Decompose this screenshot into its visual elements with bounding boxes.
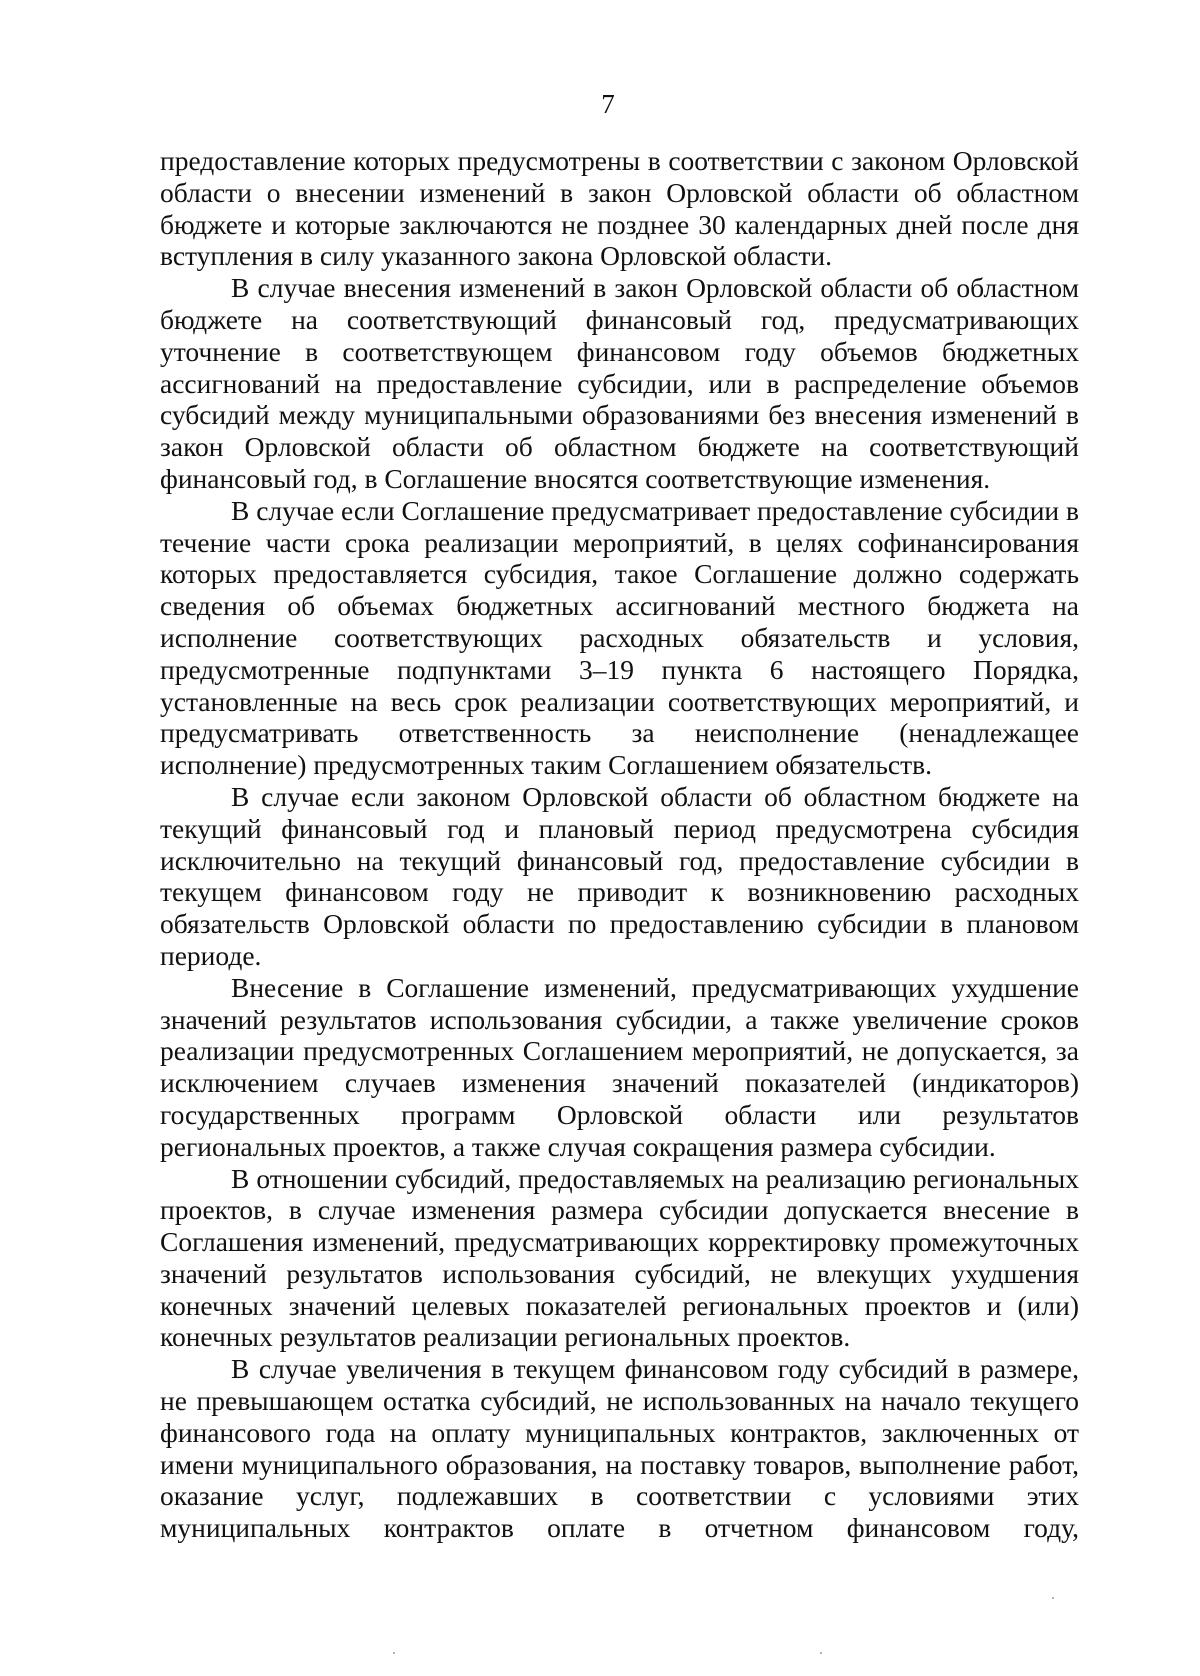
scan-speck	[393, 1652, 395, 1654]
page-number: 7	[601, 89, 615, 119]
paragraph-4: В случае если законом Орловской области об областном бюджете на текущий финансовый год и плановый период предусмотрена субсидия исключительно на текущий финансовый год, предоставление субсидии в текущем финансовом году не приводит к возникновению расходных обязательств Орловской области по предоставлению субсидии в плановом периоде.	[160, 780, 1079, 971]
paragraph-5: Внесение в Соглашение изменений, предусматривающих ухудшение значений результатов использования субсидии, а также увеличение сроков реализации предусмотренных Соглашением мероприятий, не допускается, за исключением случаев изменения значений показателей (индикаторов) государственных программ Орловской области или результатов региональных проектов, а также случая сокращения размера субсидии.	[160, 971, 1079, 1162]
paragraph-3: В случае если Соглашение предусматривает предоставление субсидии в течение части срока реализации мероприятий, в целях софинансирования которых предоставляется субсидия, такое Соглашение должно содержать сведения об объемах бюджетных ассигнований местного бюджета на исполнение соответствующих расходных обязательств и условия, предусмотренные подпунктами 3–19 пункта 6 настоящего Порядка, установленные на весь срок реализации соответствующих мероприятий, и предусматривать ответственность за неисполнение (ненадлежащее исполнение) предусмотренных таким Соглашением обязательств.	[160, 494, 1079, 781]
paragraph-2: В случае внесения изменений в закон Орловской области об областном бюджете на соответствующий финансовый год, предусматривающих уточнение в соответствующем финансовом году объемов бюджетных ассигнований на предоставление субсидии, или в распределение объемов субсидий между муниципальными образованиями без внесения изменений в закон Орловской области об областном бюджете на соответствующий финансовый год, в Соглашение вносятся соответствующие изменения.	[160, 272, 1079, 494]
scan-speck	[1052, 1597, 1054, 1599]
paragraph-7: В случае увеличения в текущем финансовом году субсидий в размере, не превышающем остатка субсидий, не использованных на начало текущего финансового года на оплату муниципальных контрактов, заключенных от имени муниципального образования, на поставку товаров, выполнение работ, оказание услуг, подлежавших в соответствии с условиями этих муниципальных контрактов оплате в отчетном финансовом году,	[160, 1353, 1079, 1544]
document-body	[160, 145, 1079, 1544]
paragraph-1: предоставление которых предусмотрены в соответствии с законом Орловской области о внесении изменений в закон Орловской области об областном бюджете и которые заключаются не позднее 30 календарных дней после дня вступления в силу указанного закона Орловской области.	[160, 145, 1079, 272]
paragraph-6: В отношении субсидий, предоставляемых на реализацию региональных проектов, в случае изменения размера субсидии допускается внесение в Соглашения изменений, предусматривающих корректировку промежуточных значений результатов использования субсидий, не влекущих ухудшения конечных значений целевых показателей региональных проектов и (или) конечных результатов реализации региональных проектов.	[160, 1162, 1079, 1353]
scan-speck	[820, 1652, 822, 1654]
